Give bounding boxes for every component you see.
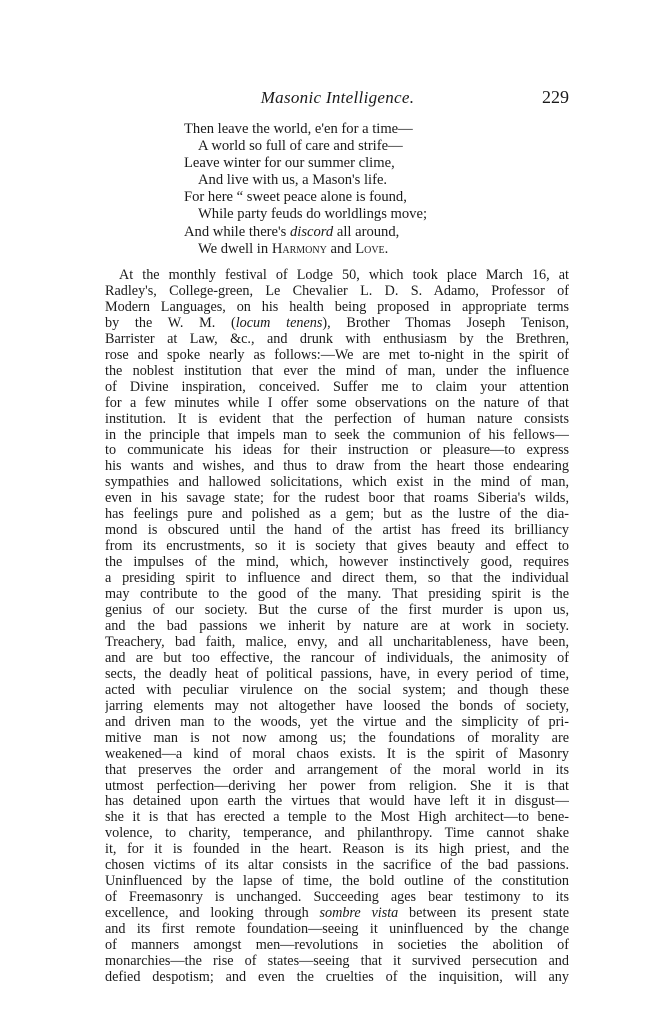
text-line [105, 906, 569, 922]
text-line: in the principle that impels man to seek the communion of his fellows— [105, 427, 569, 443]
poem-text: . [384, 240, 389, 257]
text-line: a presiding spirit to influence and direct them, so that the individual [105, 571, 569, 587]
poem-text: We dwell in [198, 240, 272, 257]
text-line: Radley's, College-green, Le Chevalier L. D. S. Adamo, Professor of [105, 283, 569, 299]
body-paragraph [105, 268, 569, 986]
text-line: that preserves the order and arrangement of the moral world in its [105, 762, 569, 778]
text-line: and the bad passions we inherit by nature are at work in society. [105, 618, 569, 634]
italic-phrase: locum tenens [235, 315, 323, 331]
text-line: Treachery, bad faith, malice, envy, and all uncharitableness, have been, [105, 634, 569, 650]
text-line: sympathies and hallowed solicitations, which exist in the mind of man, [105, 475, 569, 491]
text-line: acted with peculiar virulence on the social system; and though these [105, 682, 569, 698]
text-line: Uninfluenced by the lapse of time, the bold outline of the constitution [105, 874, 569, 890]
poem-line: For here “ sweet peace alone is found, [184, 189, 407, 206]
text-line [105, 316, 569, 332]
text-run: between its present state [398, 906, 569, 922]
poem-line: And live with us, a Mason's life. [198, 172, 388, 189]
text-line: volence, to charity, temperance, and philanthropy. Time cannot shake [105, 826, 569, 842]
text-line: has feelings pure and polished as a gem; but as the lustre of the dia- [105, 507, 569, 523]
text-line: of Freemasonry is unchanged. Succeeding ages bear testimony to its [105, 890, 569, 906]
page-number: 229 [542, 87, 569, 107]
poem-line [184, 241, 524, 258]
text-line: the impulses of the mind, which, however instinctively good, requires [105, 555, 569, 571]
text-line: of manners amongst men—revolutions in societies the abolition of [105, 938, 569, 954]
poem-text: all around, [333, 223, 400, 240]
text-line: institution. It is evident that the perfection of human nature consists [105, 411, 569, 427]
text-line: mitive man is not now among us; the foundations of morality are [105, 730, 569, 746]
text-line: and its first remote foundation—seeing it uninfluenced by the change [105, 922, 569, 938]
poem-line [184, 224, 524, 241]
poem-line: Leave winter for our summer clime, [184, 155, 395, 172]
text-line: At the monthly festival of Lodge 50, which took place March 16, at [119, 268, 569, 283]
text-line: has detained upon earth the virtues that would have left it in disgust— [105, 794, 569, 810]
text-line: chosen victims of its altar consists in the sacrifice of the bad passions. [105, 858, 569, 874]
text-line: she it is that has erected a temple to the Most High architect—to bene- [105, 810, 569, 826]
text-line: defied despotism; and even the cruelties of the inquisition, will any [105, 969, 569, 985]
text-line: sects, the deadly heat of political passions, have, in every period of time, [105, 666, 569, 682]
poem-smallcaps-word: Love [355, 240, 385, 257]
running-head [106, 88, 569, 112]
text-line: and driven man to the woods, yet the virtue and the simplicity of pri- [105, 714, 569, 730]
poem-italic-word: discord [289, 223, 334, 240]
poem-stanza [184, 121, 524, 258]
poem-line: A world so full of care and strife— [198, 138, 403, 155]
text-line: for a few minutes while I offer some observations on the nature of that [105, 395, 569, 411]
running-head-title: Masonic Intelligence. [260, 88, 415, 107]
text-line: utmost perfection—deriving her power from religion. She it is that [105, 778, 569, 794]
text-line: weakened—a kind of moral chaos exists. It is the spirit of Masonry [105, 746, 569, 762]
text-line: his wants and wishes, and thus to draw from the heart those endearing [105, 459, 569, 475]
text-line: rose and spoke nearly as follows:—We are met to-night in the spirit of [105, 347, 569, 363]
text-run: excellence, and looking through [105, 906, 320, 922]
text-line: jarring elements may not altogether have loosed the bonds of society, [105, 698, 569, 714]
poem-text: And while there's [184, 223, 290, 240]
text-line: Barrister at Law, &c., and drunk with enthusiasm by the Brethren, [105, 331, 569, 347]
text-run: ), Brother Thomas Joseph Tenison, [322, 315, 569, 331]
text-line: mond is obscured until the hand of the artist has freed its brilliancy [105, 523, 569, 539]
text-line: it, for it is founded in the heart. Reason is its high priest, and the [105, 842, 569, 858]
poem-smallcaps-word: Harmony [271, 240, 327, 257]
text-line: to communicate his ideas for their instruction or pleasure—to express [105, 443, 569, 459]
poem-text: and [326, 240, 356, 257]
text-line: from its encrustments, so it is society that gives beauty and effect to [105, 539, 569, 555]
text-line: genius of our society. But the curse of the first murder is upon us, [105, 603, 569, 619]
italic-phrase: sombre vista [319, 906, 399, 922]
poem-line: While party feuds do worldlings move; [198, 206, 427, 223]
text-run: by the W. M. ( [105, 315, 236, 331]
text-line: and are but too effective, the rancour of individuals, the animosity of [105, 650, 569, 666]
text-line: monarchies—the rise of states—seeing that it survived persecution and [105, 953, 569, 969]
poem-line: Then leave the world, e'en for a time— [184, 121, 413, 137]
text-line: even in his savage state; for the rudest boor that roams Siberia's wilds, [105, 491, 569, 507]
text-line: of Divine inspiration, conceived. Suffer me to claim your attention [105, 379, 569, 395]
text-line: Modern Languages, on his health being proposed in appropriate terms [105, 299, 569, 315]
text-line: may contribute to the good of the many. That presiding spirit is the [105, 587, 569, 603]
text-line: the noblest institution that ever the mind of man, under the influence [105, 363, 569, 379]
